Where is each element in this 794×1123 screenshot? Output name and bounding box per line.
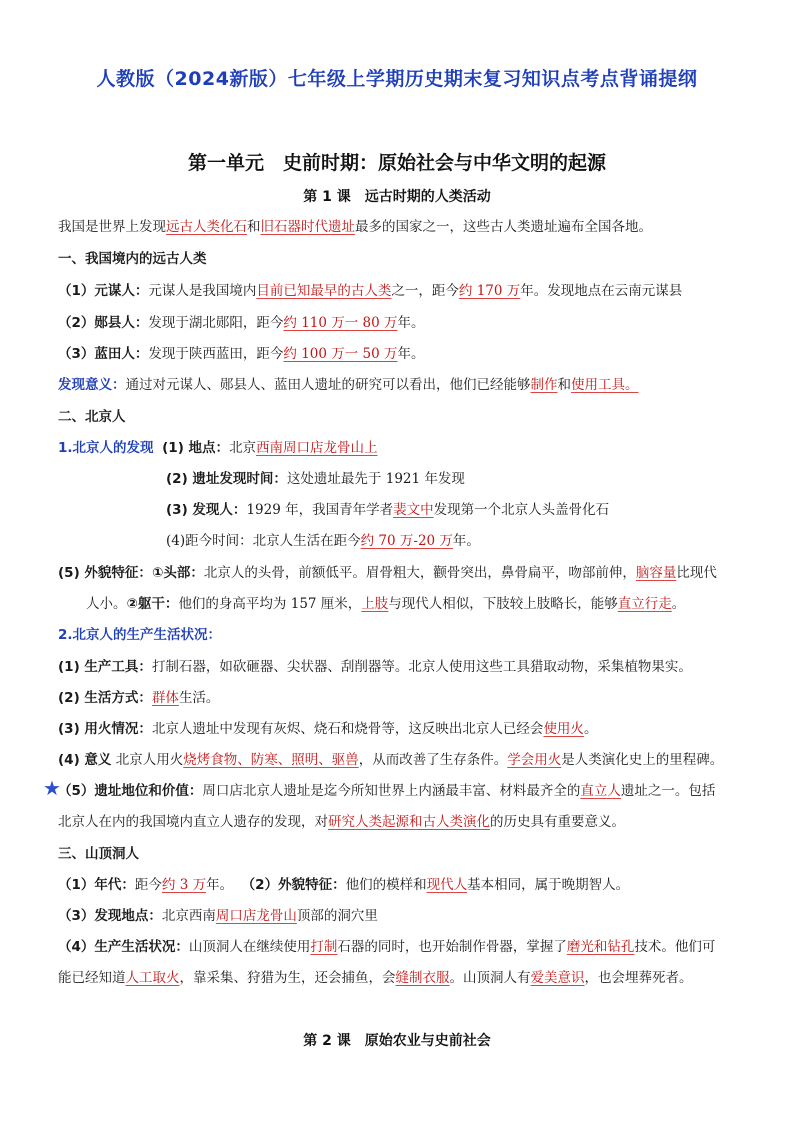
item-label: （3）蓝田人： <box>58 346 149 362</box>
sub-label: ①头部： <box>151 565 204 581</box>
key-term: 群体 <box>151 690 179 706</box>
key-term: 裴文中 <box>393 502 434 518</box>
time-before-present <box>166 531 746 551</box>
text: 年。 <box>397 346 425 362</box>
item-label: (1) 生产工具： <box>58 659 152 675</box>
text: 发现于陕西蓝田，距今 <box>148 346 284 362</box>
discovery-location <box>58 438 748 458</box>
key-term: 上肢 <box>361 596 389 612</box>
sub-label: (2) 遗址发现时间： <box>166 471 287 487</box>
life-item-status-line-1 <box>58 781 748 801</box>
sub-label: (4)距今时间： <box>166 533 253 549</box>
key-term: 远古人类化石 <box>166 219 247 235</box>
key-term: 人工取火 <box>125 970 180 986</box>
text: 。山顶洞人有 <box>449 970 531 986</box>
key-term: 现代人 <box>426 877 468 893</box>
life-item-fire <box>58 719 748 739</box>
text: ，也会埋葬死者。 <box>584 970 693 986</box>
text: 比现代 <box>676 565 717 581</box>
section-heading-upper-cave: 三、山顶洞人 <box>58 846 139 862</box>
item-label: (3) 用火情况： <box>58 721 152 737</box>
text: 技术。他们可 <box>634 939 716 955</box>
text: 。 <box>671 596 686 612</box>
item-lantian <box>58 344 748 364</box>
text: 和 <box>557 377 571 393</box>
item-significance <box>58 375 748 395</box>
text: 他们的身高平均为 157 厘米， <box>178 596 362 612</box>
life-item-meaning <box>58 750 748 770</box>
upper-cave-location <box>58 906 748 926</box>
unit-title: 第一单元 史前时期：原始社会与中华文明的起源 <box>187 152 606 174</box>
item-label: 1.北京人的发现 <box>58 440 154 456</box>
key-term: 目前已知最早的古人类 <box>256 283 392 299</box>
discoverer <box>166 500 746 520</box>
key-term: 直立行走 <box>617 596 672 612</box>
key-term: 磨光和钻孔 <box>566 939 635 955</box>
item-label: （1）年代： <box>58 877 135 893</box>
text: 我国是世界上发现 <box>58 219 166 235</box>
key-term: 旧石器时代遗址 <box>260 219 355 235</box>
key-term: 制作 <box>530 377 558 393</box>
key-term: 约 100 万一 50 万 <box>283 346 398 362</box>
key-term: 约 170 万 <box>458 283 521 299</box>
item-label: （5）遗址地位和价值： <box>58 783 203 799</box>
text: 山顶洞人在继续使用 <box>188 939 311 955</box>
item-label: （4）生产生活状况： <box>58 939 189 955</box>
lesson-2-title: 第 2 课 原始农业与史前社会 <box>303 1033 491 1049</box>
intro-paragraph <box>58 217 748 237</box>
star-icon: ★ <box>43 776 61 800</box>
text: 北京人在内的我国境内直立人遗存的发现，对 <box>58 814 328 830</box>
key-term: 研究人类起源和古人类演化 <box>328 814 490 830</box>
section-heading-ancient-humans: 一、我国境内的远古人类 <box>58 251 207 267</box>
upper-cave-life-line-2 <box>58 968 748 988</box>
text: 北京人的头骨，前额低平。眉骨粗大，颧骨突出，鼻骨扁平，吻部前伸， <box>203 565 636 581</box>
key-term: 打制 <box>310 939 338 955</box>
text: 北京人用火 <box>111 752 184 768</box>
text: ，靠采集、狩猎为生，还会捕鱼，会 <box>179 970 396 986</box>
key-term: 脑容量 <box>635 565 677 581</box>
key-term: 西南周口店龙骨山上 <box>256 440 378 456</box>
lesson-1-title: 第 1 课 远古时期的人类活动 <box>303 189 491 205</box>
life-item-status-line-2 <box>58 812 748 832</box>
key-term: 烧烤食物、防寒、照明、驱兽 <box>183 752 359 768</box>
item-yunxian <box>58 313 748 333</box>
text: 遗址之一。包括 <box>620 783 716 799</box>
item-label: （3）发现地点： <box>58 908 162 924</box>
text: 发现于湖北郧阳，距今 <box>148 315 284 331</box>
text: 年。 <box>397 315 425 331</box>
upper-cave-life-line-1 <box>58 937 748 957</box>
text: 北京西南 <box>161 908 216 924</box>
text: 人小。 <box>86 596 127 612</box>
item-label: (2) 生活方式： <box>58 690 152 706</box>
item-label: （2）外貌特征： <box>241 877 346 893</box>
text: 。 <box>583 721 598 737</box>
key-term: 使用火 <box>543 721 584 737</box>
key-term: 约 110 万一 80 万 <box>283 315 398 331</box>
section-heading-peking-man: 二、北京人 <box>58 409 126 425</box>
key-term: 缝制衣服 <box>395 970 450 986</box>
text: 这处遗址最先于 1921 年发现 <box>286 471 465 487</box>
text: 距今 <box>134 877 162 893</box>
sub-label: (1) 地点： <box>162 440 230 456</box>
text: 和 <box>247 219 261 235</box>
text: 是人类演化史上的里程碑。 <box>561 752 724 768</box>
life-item-lifestyle <box>58 688 748 708</box>
text: 基本相同，属于晚期智人。 <box>467 877 630 893</box>
text: 北京人生活在距今 <box>252 533 361 549</box>
text: 石器的同时，也开始制作骨器，掌握了 <box>337 939 567 955</box>
text: 发现第一个北京人头盖骨化石 <box>433 502 610 518</box>
text: 能已经知道 <box>58 970 126 986</box>
text: 年。 <box>206 877 234 893</box>
item-label: 发现意义： <box>58 377 126 393</box>
text: 北京 <box>229 440 257 456</box>
key-term: 直立人 <box>580 783 621 799</box>
upper-cave-age-and-look <box>58 875 748 895</box>
key-term: 使用工具。 <box>571 377 639 393</box>
item-yuanmou <box>58 281 748 301</box>
features-line-1 <box>58 563 748 583</box>
key-term: 学会用火 <box>507 752 562 768</box>
text: 北京人遗址中发现有灰烬、烧石和烧骨等，这反映出北京人已经会 <box>151 721 544 737</box>
text: 打制石器，如砍砸器、尖状器、刮削器等。北京人使用这些工具猎取动物，采集植物果实。 <box>151 659 692 675</box>
text: 元谋人是我国境内 <box>148 283 257 299</box>
text: 年。 <box>452 533 480 549</box>
text: 之一，距今 <box>391 283 459 299</box>
sub-label: ②躯干： <box>126 596 179 612</box>
key-term: 约 70 万-20 万 <box>360 533 453 549</box>
item-label: (5) 外貌特征： <box>58 565 152 581</box>
life-heading: 2.北京人的生产生活状况： <box>58 627 222 643</box>
discovery-time <box>166 469 746 489</box>
text: 周口店北京人遗址是迄今所知世界上内涵最丰富、材料最齐全的 <box>202 783 581 799</box>
item-label: （1）元谋人： <box>58 283 149 299</box>
text: 1929 年，我国青年学者 <box>246 502 394 518</box>
life-item-tools <box>58 657 748 677</box>
text: 的历史具有重要意义。 <box>490 814 625 830</box>
text: 他们的模样和 <box>345 877 427 893</box>
item-label: （2）郧县人： <box>58 315 149 331</box>
key-term: 周口店龙骨山 <box>215 908 297 924</box>
key-term: 爱美意识 <box>530 970 585 986</box>
text: 年。发现地点在云南元谋县 <box>520 283 683 299</box>
item-label: (4) 意义 <box>58 752 112 768</box>
text: ，从而改善了生存条件。 <box>358 752 508 768</box>
key-term: 约 3 万 <box>161 877 207 893</box>
text: 与现代人相似，下肢较上肢略长，能够 <box>388 596 618 612</box>
features-line-2 <box>86 594 746 614</box>
text: 通过对元谋人、郧县人、蓝田人遗址的研究可以看出，他们已经能够 <box>125 377 531 393</box>
sub-label: (3) 发现人： <box>166 502 247 518</box>
text: 生活。 <box>178 690 220 706</box>
text: 顶部的洞穴里 <box>296 908 378 924</box>
text: 最多的国家之一，这些古人类遗址遍布全国各地。 <box>355 219 652 235</box>
document-title: 人教版（2024新版）七年级上学期历史期末复习知识点考点背诵提纲 <box>96 68 698 90</box>
